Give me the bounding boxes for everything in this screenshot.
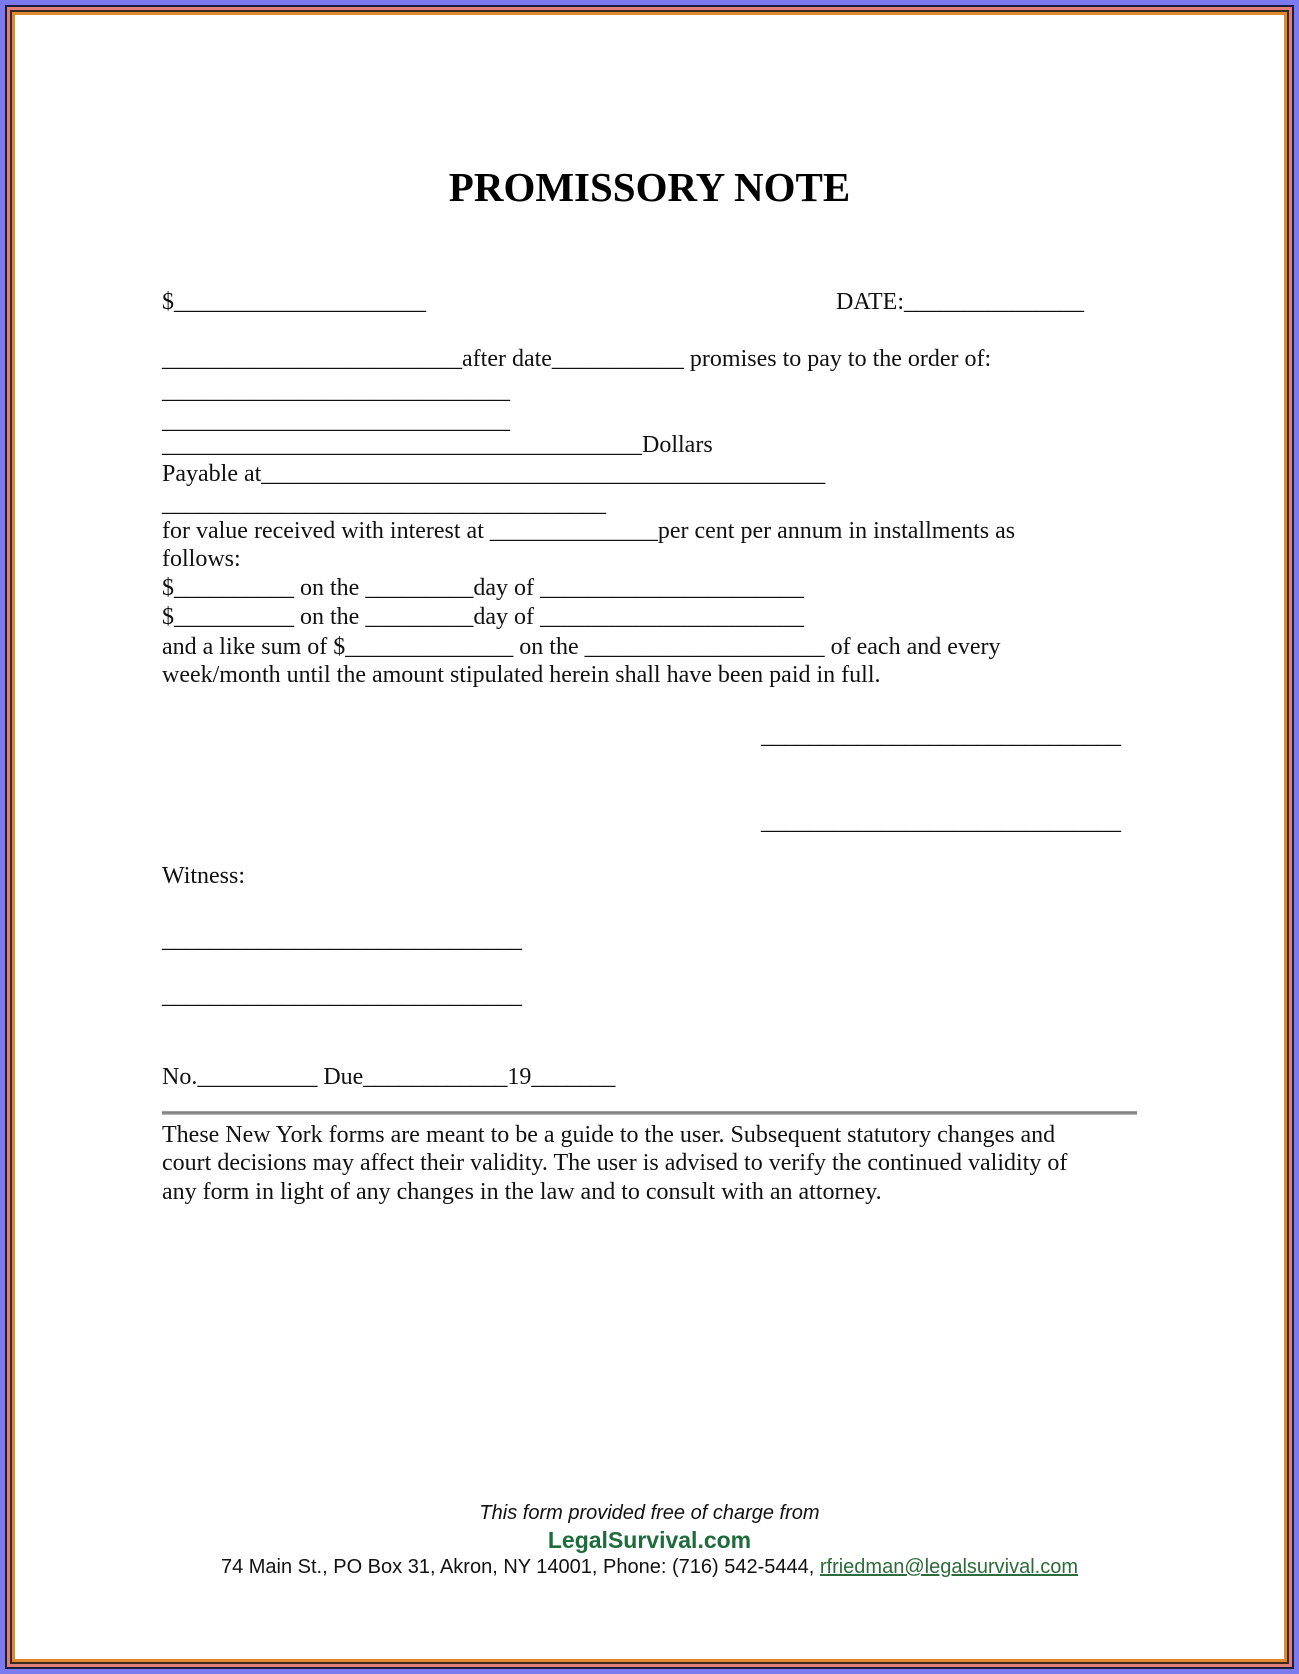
payable-at-line: Payable at_______________________________________________ <box>162 461 826 487</box>
signature-line: ______________________________ <box>761 809 1121 835</box>
witness-line: ______________________________ <box>162 983 522 1009</box>
interest-line: for value received with interest at ______________per cent per annum in installments as <box>162 518 1016 544</box>
terms-line: _________________________after date___________ promises to pay to the order of: <box>162 346 992 372</box>
footer-address <box>0 1556 1299 1579</box>
follows-line: follows: <box>162 546 241 572</box>
installment-line: $__________ on the _________day of ______________________ <box>162 575 804 601</box>
document-page <box>15 15 1284 1659</box>
installment-line: $__________ on the _________day of ______________________ <box>162 604 804 630</box>
disclaimer-line: any form in light of any changes in the law and to consult with an attorney. <box>162 1179 882 1205</box>
like-sum-line: and a like sum of $______________ on the ____________________ of each and every <box>162 634 1001 660</box>
footer-provided: This form provided free of charge from <box>479 1502 820 1524</box>
no-due-line: No.__________ Due____________19_______ <box>162 1064 616 1090</box>
email-link[interactable]: rfriedman@legalsurvival.com <box>819 1556 1079 1578</box>
divider <box>162 1111 1137 1115</box>
payable-at-line-2: _____________________________________ <box>162 491 606 517</box>
witness-line: ______________________________ <box>162 927 522 953</box>
amount-field: $_____________________ <box>162 289 426 315</box>
footer-site[interactable]: LegalSurvival.com <box>547 1527 752 1553</box>
address-text: 74 Main St., PO Box 31, Akron, NY 14001, Phone: (716) 542-5444, <box>220 1556 820 1578</box>
disclaimer-line: These New York forms are meant to be a guide to the user. Subsequent statutory changes and <box>162 1122 1056 1148</box>
signature-line: ______________________________ <box>761 723 1121 749</box>
payee-line: _____________________________ <box>162 408 510 434</box>
payee-line: _____________________________ <box>162 378 510 404</box>
document-title: PROMISSORY NOTE <box>448 164 851 210</box>
witness-label: Witness: <box>162 863 246 889</box>
dollars-line: ________________________________________Dollars <box>162 432 713 458</box>
date-field: DATE:_______________ <box>836 289 1084 315</box>
disclaimer-line: court decisions may affect their validity. The user is advised to verify the continued validity of <box>162 1150 1068 1176</box>
paid-in-full-line: week/month until the amount stipulated herein shall have been paid in full. <box>162 662 881 688</box>
